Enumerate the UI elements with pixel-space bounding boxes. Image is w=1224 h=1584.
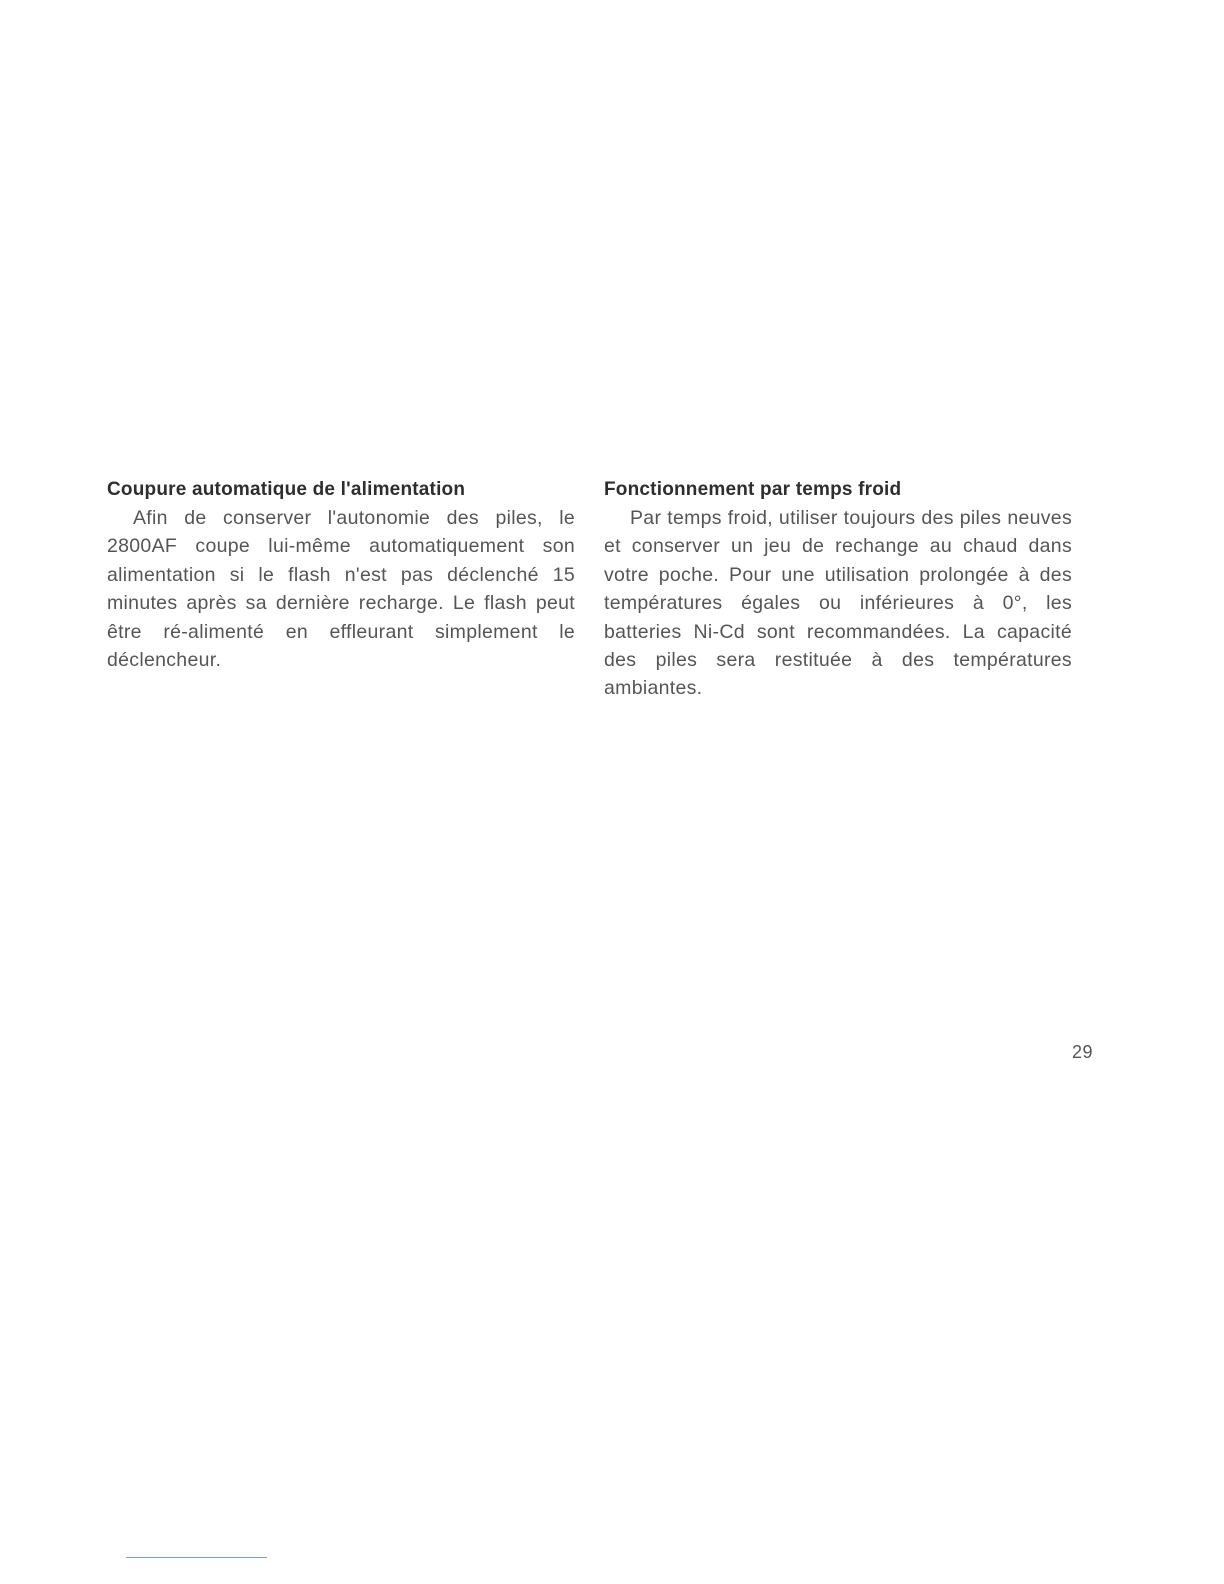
section-body: Par temps froid, utiliser toujours des piles neuves et conserver un jeu de rechange au chaud dans votre poche. Pour une utilisation prolongée à des températures égales ou inférieures à 0°, les batteries Ni-Cd sont recommandées. La capacité des piles sera restituée à des températures ambiantes. — [604, 507, 1072, 700]
section-auto-power-off — [107, 476, 575, 674]
section-cold-weather — [604, 476, 1072, 703]
section-heading: Coupure automatique de l'alimentation — [107, 479, 466, 500]
section-body: Afin de conserver l'autonomie des piles, le 2800AF coupe lui-même automatiquement son alimentation si le flash n'est pas déclenché 15 minutes après sa dernière recharge. Le flash peut être ré-alimenté en effleurant simplement le déclencheur. — [107, 507, 575, 672]
page-number: 29 — [1072, 1042, 1094, 1062]
section-heading: Fonctionnement par temps froid — [604, 479, 902, 500]
footer-rule — [126, 1557, 267, 1558]
